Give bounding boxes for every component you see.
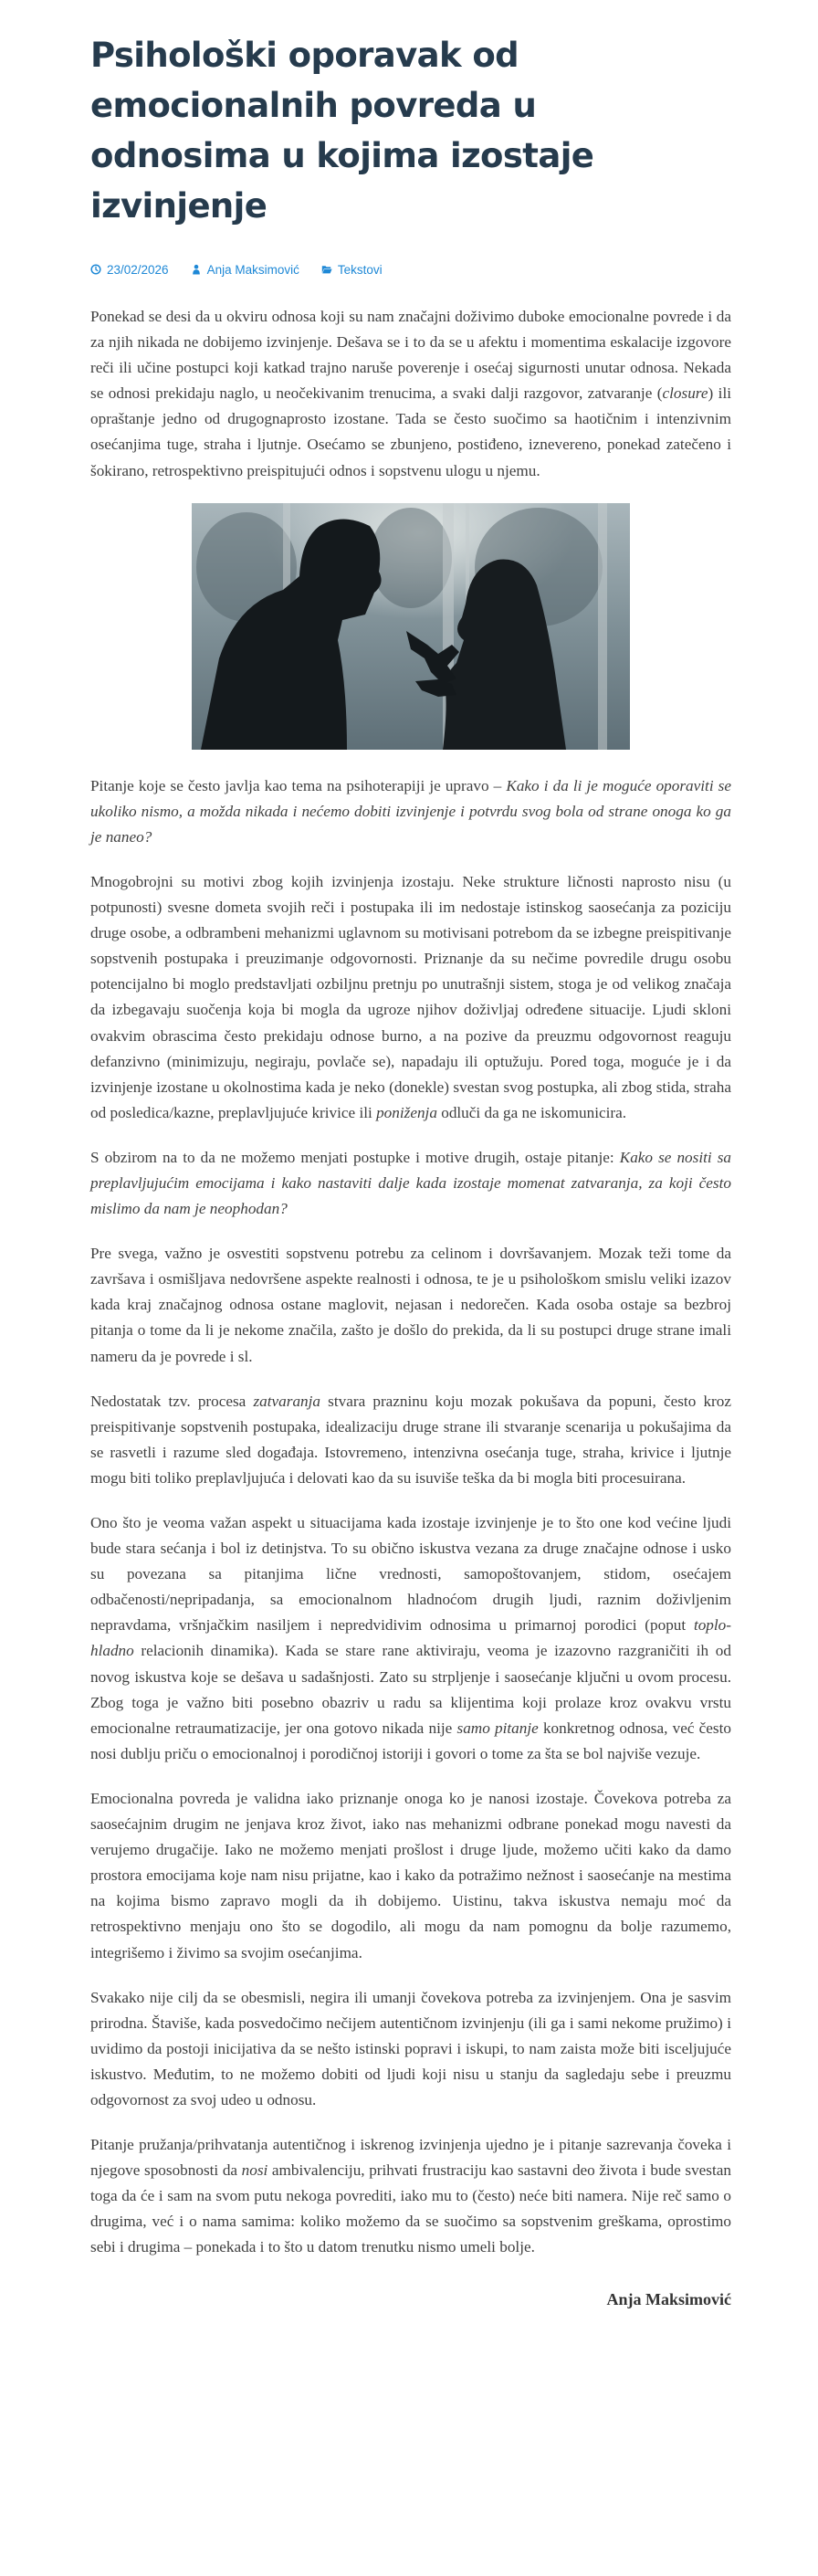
- paragraph-text: ) ili opraštanje jedno od drugognaprosto izostane. Tada se često suočimo sa haotičnim i intenzivnim osećanjima tuge, straha i ljutnje. Osećamo se zbunjeno, postiđeno, iznevereno, ponekad zatečeno i šokirano, retrospektivno preispitujući odnos i sopstvenu ulogu u njemu.: [90, 384, 731, 479]
- paragraph-text: stvara prazninu koju mozak pokušava da popuni, često kroz preispitivanje sopstvenih postupaka, idealizaciju druge strane ili stvaranje scenarija u pokušajima da se rasvetli i razume sled događaja. Istovremeno, intenzivna osećanja tuge, straha, krivice i ljutnje mogu biti toliko preplavljujuća i delovati kao da su isuviše teška da bi mogla biti procesuirana.: [90, 1392, 732, 1487]
- paragraph: [90, 1985, 731, 2113]
- folder-icon: [321, 264, 332, 275]
- emphasized-text: Kako se nositi sa preplavljujućim emocijama i kako nastaviti dalje kada izostaje momenat zatvaranja, za koji često mislimo da nam je neophodan?: [90, 1148, 731, 1218]
- post-category: Tekstovi: [337, 262, 383, 277]
- clock-icon: [90, 264, 101, 275]
- post-meta: [90, 258, 731, 280]
- paragraph: [90, 2132, 731, 2260]
- user-icon: [191, 264, 202, 275]
- emphasized-text: Kako i da li je moguće oporaviti se ukoliko nismo, a možda nikada i nećemo dobiti izvinjenje i potvrdu svog bola od strane onoga ko ga je naneo?: [90, 776, 731, 846]
- paragraph-text: S obzirom na to da ne možemo menjati postupke i motive drugih, ostaje pitanje:: [90, 1148, 620, 1166]
- emphasized-text: samo pitanje: [456, 1719, 539, 1737]
- post-category-link[interactable]: [321, 263, 383, 277]
- paragraph: [90, 1510, 731, 1767]
- article: [90, 0, 731, 2312]
- paragraph-text: Pitanje pružanja/prihvatanja autentičnog i iskrenog izvinjenja ujedno je i pitanje sazrevanja čoveka i njegove sposobnosti da: [90, 2136, 731, 2180]
- author-signature: Anja Maksimović: [606, 2289, 731, 2308]
- paragraph: [90, 773, 731, 850]
- paragraph-text: Emocionalna povreda je validna iako priznanje onoga ko je nanosi izostaje. Čovekova potreba za saosećajnim drugim ne jenjava kroz život, iako nas mehanizmi odbrane ponekad mogu navesti da verujemo drugačije. Iako ne možemo menjati prošlost i druge ljude, možemo učiti kako da damo prostora emocijama koje nam nisu prijatne, kao i kako da potražimo nežnost i saosećanje na mestima na kojima bismo zapravo mogli da ih dobijemo. Uistinu, takva iskustva nemaju moć da retrospektivno menjaju ono što se dogodilo, ali mogu da nam pomognu da bolje razumemo, integrišemo i živimo sa svojim osećanjima.: [90, 1789, 731, 1961]
- paragraph-text: Nedostatak tzv. procesa: [90, 1392, 254, 1410]
- paragraph-text: konkretnog odnosa, već često nosi dublju priču o emocionalnoj i porodičnoj istoriji i govori o tome za šta se bol najviše vezuje.: [90, 1719, 731, 1762]
- article-image: [192, 503, 630, 750]
- emphasized-text: toplo-hladno: [90, 1616, 731, 1660]
- article-body: [90, 304, 731, 2312]
- post-date: 23/02/2026: [107, 262, 169, 277]
- photo-silhouette-illustration: [192, 503, 630, 750]
- paragraph-text: relacionih dinamika). Kada se stare rane aktiviraju, veoma je izazovno razgraničiti ih od novog iskustva koje se dešava u sadašnjosti. Zato su strpljenje i saosećanje ključni u ovom procesu. Zbog toga je važno biti posebno obazriv u radu sa klijentima koji prolaze kroz ovakvu vrstu emocionalne retraumatizacije, jer ona gotovo nikada nije: [90, 1642, 731, 1737]
- emphasized-text: poniženja: [376, 1103, 437, 1121]
- paragraph-text: odluči da ga ne iskomunicira.: [436, 1103, 627, 1121]
- post-author: Anja Maksimović: [206, 262, 299, 277]
- paragraph: [90, 1145, 731, 1222]
- paragraph-text: Pre svega, važno je osvestiti sopstvenu potrebu za celinom i dovršavanjem. Mozak teži tome da završava i osmišljava nedovršene aspekte realnosti i odnosa, te je u psihološkom smislu veliki izazov kada kraj značajnog odnosa ostane maglovit, nejasan i nedorečen. Kada osoba ostaje sa bezbroj pitanja o tome da li je nekome značila, zašto je došlo do prekida, da li su postupci druge strane imali nameru da je povrede i sl.: [90, 1245, 731, 1365]
- paragraph-text: Ono što je veoma važan aspekt u situacijama kada izostaje izvinjenje je to što one kod većine ljudi bude stara sećanja i bol iz detinjstva. To su obično iskustva vezana za druge značajne odnose i usko su povezana sa pitanjima lične vrednosti, samopoštovanjem, stidom, osećajem odbačenosti/nepripadanja, sa emocionalnom hladnoćom drugih ljudi, raznim doživljenim nepravdama, vršnjačkim nasiljem i nepredvidivim odnosima u primarnoj porodici (poput: [90, 1514, 731, 1635]
- paragraph-text: Ponekad se desi da u okviru odnosa koji su nam značajni doživimo duboke emocionalne povrede i da za njih nikada ne dobijemo izvinjenje. Dešava se i to da se u afektu i momentima eskalacije izgovore reči ili učine postupci koji katkad trajno naruše poverenje i osećaj sigurnosti unutar odnosa. Nekada se odnosi prekidaju naglo, u neočekivanim trenucima, a svaki dalji razgovor, zatvaranje (: [90, 308, 731, 403]
- emphasized-text: nosi: [241, 2161, 268, 2180]
- post-author-link[interactable]: [191, 263, 299, 277]
- paragraph-text: Mnogobrojni su motivi zbog kojih izvinjenja izostaju. Neke strukture ličnosti naprosto nisu (u potpunosti) svesne dometa svojih reči i postupaka ili im nedostaje istinskog saosećanja za poziciju druge osobe, a odbrambeni mehanizmi uglavnom su motivisani potrebom da se izbegne preispitivanje sopstvenih postupaka i preuzimanje odgovornosti. Priznanje da su nečime povredile drugu osobu potencijalno bi moglo predstavljati ozbiljnu pretnju po unutrašnji sistem, stoga je od velikog značaja da izbegavaju suočenja koja bi mogla da ugroze njihov doživljaj određene situacije. Ljudi skloni ovakvim obrascima često prekidaju odnose burno, a na pozive da preuzmu odgovornost reaguju defanzivno (minimizuju, negiraju, povlače se), napadaju ili optužuju. Pored toga, moguće je i da izvinjenje izostane u okolnostima kada je neko (donekle) svestan svog postupka, ali zbog stida, straha od posledica/kazne, preplavljujuće krivice ili: [90, 872, 731, 1121]
- paragraph: [90, 869, 731, 1126]
- paragraph-text: Svakako nije cilj da se obesmisli, negira ili umanji čovekova potreba za izvinjenjem. Ona je sasvim prirodna. Štaviše, kada posvedočimo nečijem autentičnom izvinjenju (ili ga i sami nekome pružimo) i uvidimo da postoji inicijativa da se nešto istinski popravi i iskupi, to nam zaista može biti isceljujuće iskustvo. Međutim, to ne možemo dobiti od ljudi koji nisu u stanju da sagledaju sebe i preuzmu odgovornost za svoj udeo u odnosu.: [90, 1988, 731, 2108]
- paragraph: [90, 304, 731, 484]
- post-date-link[interactable]: [90, 263, 169, 277]
- paragraph: [90, 1786, 731, 1966]
- paragraph: [90, 1241, 731, 1369]
- article-figure: [90, 503, 731, 750]
- paragraph-text: Pitanje koje se često javlja kao tema na psihoterapiji je upravo –: [90, 776, 507, 794]
- emphasized-text: zatvaranja: [253, 1392, 320, 1410]
- paragraph-text: ambivalenciju, prihvati frustraciju kao sastavni deo života i bude svestan toga da će i sam na svom putu nekoga povrediti, iako mu to (često) neće biti namera. Nije reč samo o drugima, već i o nama samima: koliko možemo da se suočimo sa sopstvenim greškama, oprostimo sebi i drugima – ponekada i to što u datom trenutku nismo umeli bolje.: [90, 2161, 731, 2256]
- page-title: Psihološki oporavak od emocionalnih povreda u odnosima u kojima izostaje izvinjenje: [90, 36, 594, 226]
- emphasized-text: closure: [662, 384, 708, 403]
- paragraph: [90, 1389, 731, 1491]
